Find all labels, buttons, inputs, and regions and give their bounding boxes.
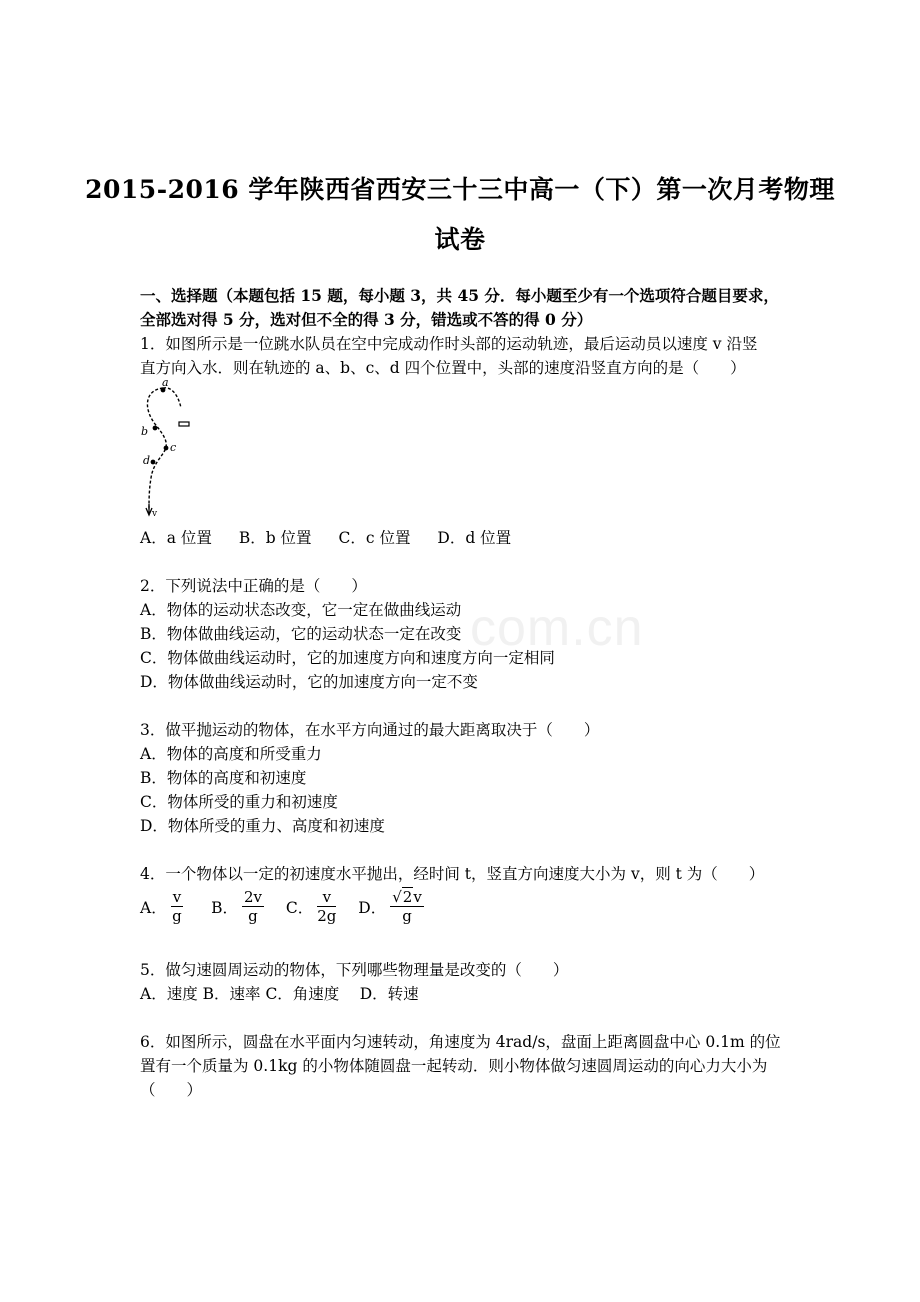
q4-option-b[interactable] bbox=[211, 888, 275, 925]
q4-option-c-label: C． bbox=[285, 898, 314, 917]
label-d: d bbox=[143, 454, 151, 467]
label-b: b bbox=[141, 425, 149, 438]
q4-option-a-label: A． bbox=[140, 898, 167, 917]
q6-stem-line3: （ ） bbox=[140, 1081, 203, 1099]
section-instructions-line2: 全部选对得 5 分，选对但不全的得 3 分，错选或不答的得 0 分） bbox=[140, 310, 593, 329]
q3-option-b[interactable]: B．物体的高度和初速度 bbox=[140, 769, 307, 787]
trajectory-top-arc bbox=[163, 388, 181, 408]
q4-options bbox=[140, 888, 430, 925]
q4-option-a[interactable] bbox=[140, 888, 194, 925]
q4-option-d-fraction: $\frac{√2v}{g}$ bbox=[392, 888, 422, 925]
sqrt-symbol: √2 bbox=[392, 888, 413, 906]
trajectory-path bbox=[147, 388, 166, 510]
q2-option-b[interactable]: B．物体做曲线运动，它的运动状态一定在改变 bbox=[140, 625, 462, 643]
q4-option-c[interactable] bbox=[285, 888, 347, 925]
exam-title-line2: 试卷 bbox=[434, 225, 486, 254]
diving-board bbox=[179, 422, 189, 426]
q2-option-c[interactable]: C．物体做曲线运动时，它的加速度方向和速度方向一定相同 bbox=[140, 649, 555, 667]
q1-stem-line2: 直方向入水．则在轨迹的 a、b、c、d 四个位置中，头部的速度沿竖直方向的是（ ） bbox=[140, 359, 746, 377]
q1-trajectory-figure bbox=[135, 378, 205, 520]
q4-option-c-fraction: $\frac{v}{2g}$ bbox=[317, 888, 337, 925]
label-a: a bbox=[162, 378, 169, 389]
q3-option-a[interactable]: A．物体的高度和所受重力 bbox=[140, 745, 322, 763]
q4-option-b-fraction: $\frac{2v}{g}$ bbox=[243, 888, 262, 925]
q1-stem-line1: 1．如图所示是一位跳水队员在空中完成动作时头部的运动轨迹，最后运动员以速度 v 沿竖 bbox=[140, 335, 758, 353]
point-b bbox=[153, 426, 158, 431]
section-instructions-line1: 一、选择题（本题包括 15 题，每小题 3，共 45 分．每小题至少有一个选项符合题目要求， bbox=[140, 286, 779, 305]
q2-option-d[interactable]: D．物体做曲线运动时，它的加速度方向一定不变 bbox=[140, 673, 478, 691]
q1-option-d[interactable]: D．d 位置 bbox=[437, 529, 512, 547]
q6-stem-line1: 6．如图所示，圆盘在水平面内匀速转动，角速度为 4rad/s，盘面上距离圆盘中心 0.1m 的位 bbox=[140, 1033, 781, 1051]
point-c bbox=[164, 446, 169, 451]
q3-stem: 3．做平抛运动的物体，在水平方向通过的最大距离取决于（ ） bbox=[140, 721, 600, 739]
q1-option-b[interactable]: B．b 位置 bbox=[238, 529, 312, 547]
q5-stem: 5．做匀速圆周运动的物体，下列哪些物理量是改变的（ ） bbox=[140, 961, 569, 979]
q5-options[interactable]: A．速度 B．速率 C．角速度 D．转速 bbox=[140, 985, 419, 1003]
q4-option-d-label: D． bbox=[358, 898, 387, 917]
q4-option-b-label: B． bbox=[211, 898, 238, 917]
label-c: c bbox=[170, 441, 177, 454]
q1-option-c[interactable]: C．c 位置 bbox=[338, 529, 411, 547]
q2-option-a[interactable]: A．物体的运动状态改变，它一定在做曲线运动 bbox=[140, 601, 462, 619]
q4-stem: 4．一个物体以一定的初速度水平抛出，经时间 t，竖直方向速度大小为 v，则 t 为（ ） bbox=[140, 865, 765, 883]
q3-option-d[interactable]: D．物体所受的重力、高度和初速度 bbox=[140, 817, 385, 835]
q1-options bbox=[140, 526, 533, 548]
q4-option-a-fraction: $\frac{v}{g}$ bbox=[172, 888, 182, 925]
q6-stem-line2: 置有一个质量为 0.1kg 的小物体随圆盘一起转动．则小物体做匀速圆周运动的向心力大小为 bbox=[140, 1057, 768, 1075]
q2-stem: 2．下列说法中正确的是（ ） bbox=[140, 577, 367, 595]
label-v: v bbox=[152, 509, 158, 519]
q1-option-a[interactable]: A．a 位置 bbox=[140, 529, 212, 547]
q4-option-d[interactable] bbox=[358, 888, 430, 925]
q3-option-c[interactable]: C．物体所受的重力和初速度 bbox=[140, 793, 338, 811]
point-d bbox=[151, 460, 156, 465]
watermark: com.cn bbox=[470, 599, 644, 657]
exam-title-line1: 2015-2016 学年陕西省西安三十三中高一（下）第一次月考物理 bbox=[85, 175, 835, 204]
